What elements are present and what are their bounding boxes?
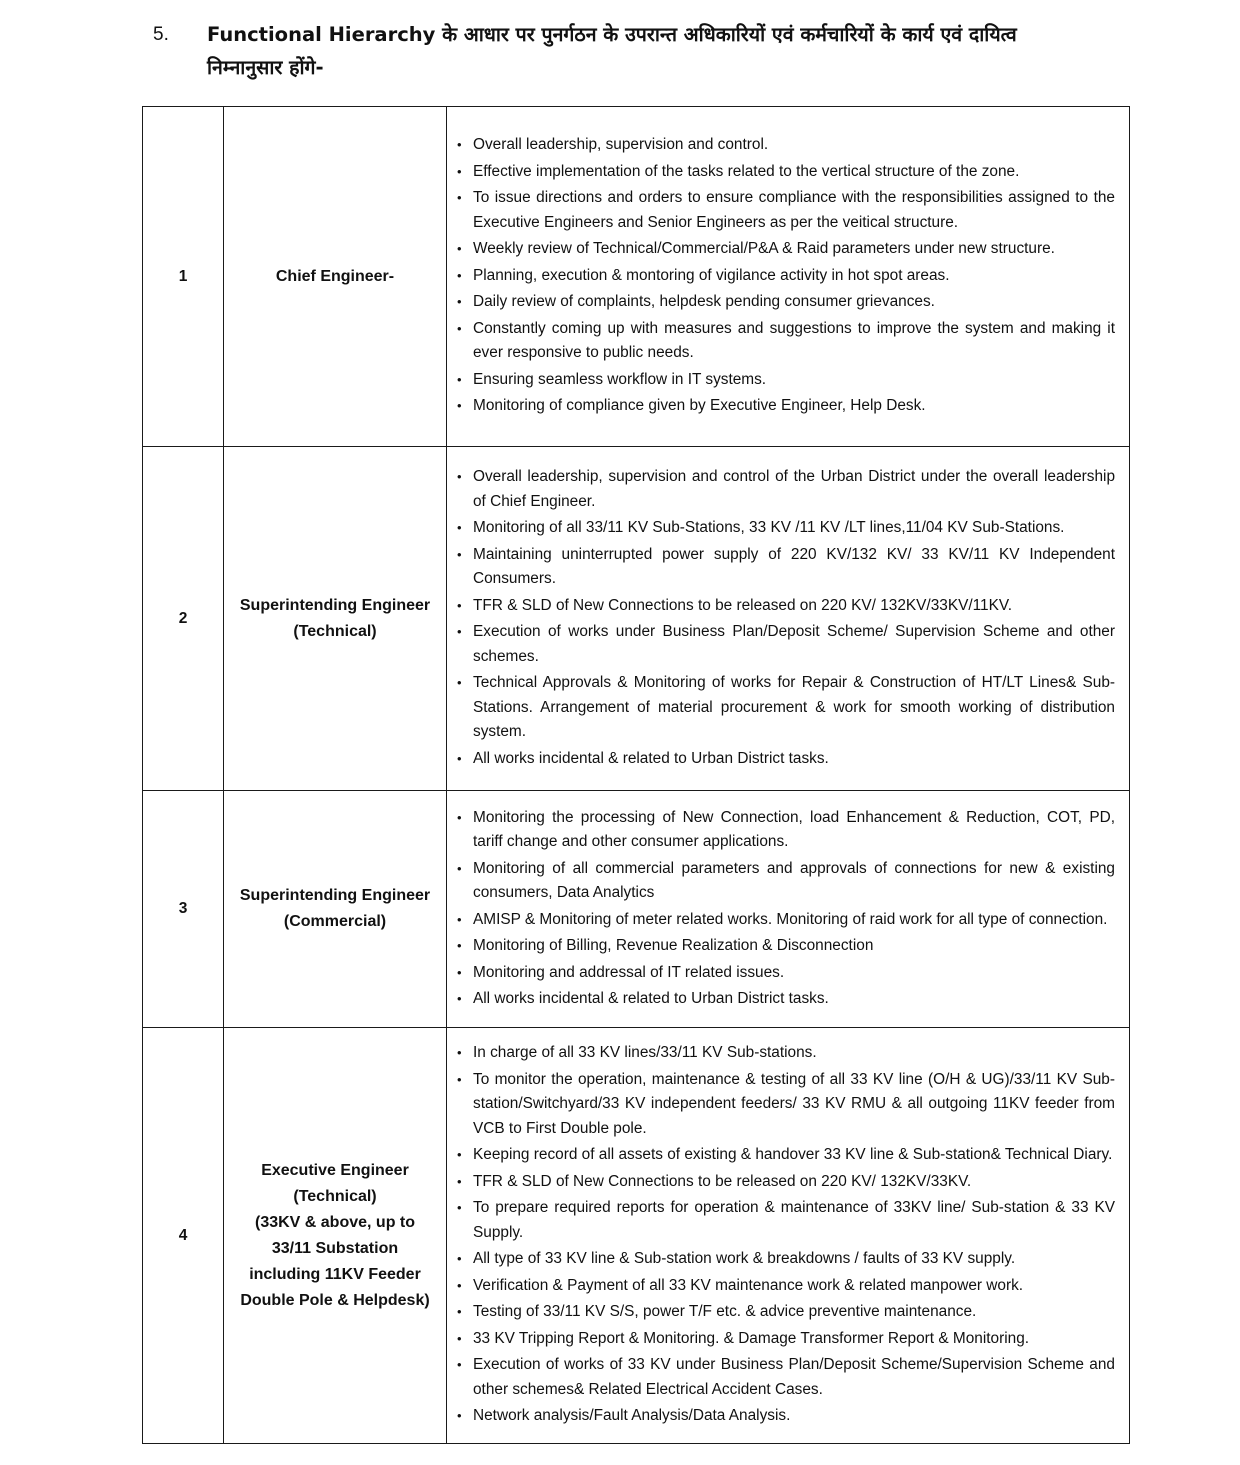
- duty-list-item: [455, 394, 1115, 419]
- bullet-icon: •: [457, 1173, 462, 1189]
- duty-text: Execution of works of 33 KV under Business Plan/Deposit Scheme/Supervision Scheme and other schemes& Related Electrical Accident Cases.: [473, 1356, 1115, 1398]
- role-cell: [224, 791, 447, 1028]
- duty-text: AMISP & Monitoring of meter related works. Monitoring of raid work for all type of connection.: [473, 910, 1108, 928]
- duty-list-item: [455, 1041, 1115, 1066]
- duty-list-item: [455, 317, 1115, 366]
- table-row: [143, 791, 1130, 1028]
- bullet-icon: •: [457, 163, 462, 179]
- duty-text: Maintaining uninterrupted power supply of 220 KV/132 KV/ 33 KV/11 KV Independent Consumers.: [473, 545, 1115, 587]
- duty-text: Monitoring of Billing, Revenue Realization & Disconnection: [473, 937, 874, 954]
- bullet-icon: •: [457, 398, 462, 414]
- duty-list-item: [455, 1353, 1115, 1402]
- role-cell: [224, 107, 447, 447]
- table-row: [143, 1028, 1130, 1444]
- duty-text: Network analysis/Fault Analysis/Data Analysis.: [473, 1407, 791, 1425]
- serial-number-cell: 1: [143, 107, 224, 447]
- duty-text: To issue directions and orders to ensure compliance with the responsibilities assigned to the Executive Engineers and Senior Engineers as per the veitical structure.: [473, 189, 1115, 231]
- duty-list-item: [455, 237, 1115, 262]
- duty-list: [455, 133, 1115, 419]
- duty-text: Planning, execution & montoring of vigilance activity in hot spot areas.: [473, 266, 950, 284]
- duty-list-item: [455, 516, 1115, 541]
- duties-cell: [447, 1028, 1130, 1444]
- bullet-icon: •: [457, 675, 462, 690]
- duty-text: All type of 33 KV line & Sub-station work & breakdowns / faults of 33 KV supply.: [473, 1250, 1016, 1268]
- bullet-icon: •: [457, 190, 462, 206]
- duty-list-item: [455, 987, 1115, 1012]
- role-title-line: including 11KV Feeder: [249, 1265, 421, 1283]
- role-title-line: 33/11 Substation: [271, 1239, 399, 1257]
- duty-list-item: [455, 465, 1115, 514]
- duty-list-item: [455, 1170, 1115, 1195]
- duty-text: Technical Approvals & Monitoring of works for Repair & Construction of HT/LT Lines& Sub-Stations. Arrangement of material procurement & work for smooth working of distribution system.: [473, 674, 1115, 740]
- duty-text: Overall leadership, supervision and control of the Urban District under the overall leadership of Chief Engineer.: [473, 468, 1115, 510]
- bullet-icon: •: [457, 1330, 462, 1346]
- table-row: [143, 447, 1130, 791]
- bullet-icon: •: [457, 991, 462, 1006]
- bullet-icon: •: [457, 371, 462, 387]
- bullet-icon: •: [457, 1251, 462, 1267]
- duty-text: All works incidental & related to Urban District tasks.: [473, 990, 829, 1007]
- duty-list-item: [455, 934, 1115, 959]
- duty-text: TFR & SLD of New Connections to be released on 220 KV/ 132KV/33KV/11KV.: [473, 596, 1012, 614]
- bullet-icon: •: [457, 267, 462, 283]
- duty-text: 33 KV Tripping Report & Monitoring. & Damage Transformer Report & Monitoring.: [473, 1329, 1030, 1347]
- bullet-icon: •: [457, 938, 462, 953]
- duty-list-item: [455, 1300, 1115, 1325]
- role-title-line: Superintending Engineer: [239, 887, 431, 904]
- role-title-line: (Technical): [293, 622, 377, 640]
- bullet-icon: •: [457, 860, 462, 876]
- duty-text: Execution of works under Business Plan/Deposit Scheme/ Supervision Scheme and other schemes.: [473, 623, 1115, 665]
- role-title-line: Double Pole & Helpdesk): [240, 1291, 430, 1309]
- bullet-icon: •: [457, 241, 462, 257]
- duty-list-item: [455, 857, 1115, 906]
- duty-text: Monitoring and addressal of IT related issues.: [473, 963, 785, 981]
- bullet-icon: •: [457, 964, 462, 980]
- duty-list-item: [455, 290, 1115, 315]
- serial-number-cell: 2: [143, 447, 224, 791]
- role-title-line: (Technical): [293, 1187, 377, 1205]
- bullet-icon: •: [457, 1357, 462, 1373]
- duty-list-item: [455, 186, 1115, 235]
- bullet-icon: •: [457, 1277, 462, 1293]
- duty-list-item: [455, 594, 1115, 619]
- duty-list: [455, 1041, 1115, 1429]
- bullet-icon: •: [457, 750, 462, 766]
- duty-list-item: [455, 1274, 1115, 1299]
- duty-list: [455, 465, 1115, 771]
- bullet-icon: •: [457, 1304, 462, 1320]
- duty-text: Verification & Payment of all 33 KV maintenance work & related manpower work.: [473, 1276, 1024, 1294]
- duty-list: [455, 806, 1115, 1012]
- bullet-icon: •: [457, 809, 462, 825]
- duties-table: [142, 106, 1130, 1444]
- bullet-icon: •: [457, 520, 462, 535]
- bullet-icon: •: [457, 294, 462, 310]
- duties-cell: [447, 791, 1130, 1028]
- bullet-icon: •: [457, 911, 462, 927]
- duty-list-item: [455, 961, 1115, 986]
- section-title-line-2: निम्नानुसार होंगे-: [207, 56, 324, 79]
- section-heading: [153, 18, 1193, 84]
- duty-list-item: [455, 1196, 1115, 1245]
- duty-list-item: [455, 1068, 1115, 1142]
- duty-list-item: [455, 1143, 1115, 1168]
- duty-text: Testing of 33/11 KV S/S, power T/F etc. & advice preventive maintenance.: [473, 1303, 977, 1321]
- duty-list-item: [455, 620, 1115, 669]
- duty-text: Daily review of complaints, helpdesk pending consumer grievances.: [473, 293, 935, 311]
- duty-text: To prepare required reports for operation & maintenance of 33KV line/ Sub-station & 33 KV Supply.: [473, 1199, 1115, 1241]
- duty-list-item: [455, 908, 1115, 933]
- duties-table-body: [143, 107, 1130, 1444]
- duty-list-item: [455, 264, 1115, 289]
- duty-text: Monitoring of all commercial parameters and approvals of connections for new & existing consumers, Data Analytics: [473, 859, 1115, 901]
- role-title-line: Executive Engineer: [261, 1161, 409, 1179]
- duty-text: Keeping record of all assets of existing & handover 33 KV line & Sub-station& Technical Diary.: [473, 1146, 1113, 1164]
- serial-number-cell: 4: [143, 1028, 224, 1444]
- duty-text: Monitoring of all 33/11 KV Sub-Stations, 33 KV /11 KV /LT lines,11/04 KV Sub-Stations.: [473, 519, 1065, 536]
- bullet-icon: •: [457, 1147, 462, 1163]
- role-title-line: (Commercial): [283, 913, 387, 930]
- duty-text: Ensuring seamless workflow in IT systems.: [473, 370, 767, 388]
- duty-list-item: [455, 747, 1115, 772]
- duty-text: Constantly coming up with measures and suggestions to improve the system and making it ever responsive to public needs.: [473, 319, 1115, 362]
- duty-text: All works incidental & related to Urban District tasks.: [473, 749, 829, 767]
- duties-cell: [447, 447, 1130, 791]
- duty-text: In charge of all 33 KV lines/33/11 KV Sub-stations.: [473, 1044, 817, 1062]
- bullet-icon: •: [457, 137, 462, 153]
- serial-number-cell: 3: [143, 791, 224, 1028]
- bullet-icon: •: [457, 546, 462, 562]
- role-cell: [224, 447, 447, 791]
- duty-list-item: [455, 806, 1115, 855]
- duty-list-item: [455, 671, 1115, 745]
- bullet-icon: •: [457, 1408, 462, 1424]
- duty-text: Monitoring of compliance given by Executive Engineer, Help Desk.: [473, 397, 926, 415]
- duty-list-item: [455, 368, 1115, 393]
- duty-text: Weekly review of Technical/Commercial/P&A & Raid parameters under new structure.: [473, 240, 1055, 258]
- bullet-icon: •: [457, 624, 462, 639]
- role-title-line: Chief Engineer-: [275, 267, 395, 285]
- table-row: [143, 107, 1130, 447]
- duty-text: Overall leadership, supervision and control.: [473, 136, 769, 154]
- duty-text: Monitoring the processing of New Connection, load Enhancement & Reduction, COT, PD, tariff change and other consumer applications.: [473, 808, 1115, 850]
- bullet-icon: •: [457, 320, 462, 336]
- section-number: 5.: [153, 24, 169, 45]
- duty-list-item: [455, 1327, 1115, 1352]
- duty-text: Effective implementation of the tasks related to the vertical structure of the zone.: [473, 162, 1020, 180]
- role-cell: [224, 1028, 447, 1444]
- duty-list-item: [455, 1247, 1115, 1272]
- duty-list-item: [455, 1404, 1115, 1429]
- bullet-icon: •: [457, 1045, 462, 1061]
- bullet-icon: •: [457, 469, 462, 484]
- duty-list-item: [455, 543, 1115, 592]
- bullet-icon: •: [457, 597, 462, 613]
- role-title-line: (33KV & above, up to: [254, 1213, 416, 1231]
- role-title-line: Superintending Engineer: [239, 596, 431, 614]
- duty-text: TFR & SLD of New Connections to be released on 220 KV/ 132KV/33KV.: [473, 1172, 972, 1190]
- duty-list-item: [455, 160, 1115, 185]
- duty-list-item: [455, 133, 1115, 158]
- duty-text: To monitor the operation, maintenance & testing of all 33 KV line (O/H & UG)/33/11 KV Sub-station/Switchyard/33 KV independent feeders/ 33 KV RMU & all outgoing 11KV feeder from VCB to First Double pole.: [473, 1070, 1115, 1137]
- bullet-icon: •: [457, 1071, 462, 1087]
- bullet-icon: •: [457, 1200, 462, 1216]
- section-title-line-1: Functional Hierarchy के आधार पर पुनर्गठन के उपरान्त अधिकारियों एवं कर्मचारियों के कार्य एवं दायित्व: [207, 23, 1017, 46]
- duties-cell: [447, 107, 1130, 447]
